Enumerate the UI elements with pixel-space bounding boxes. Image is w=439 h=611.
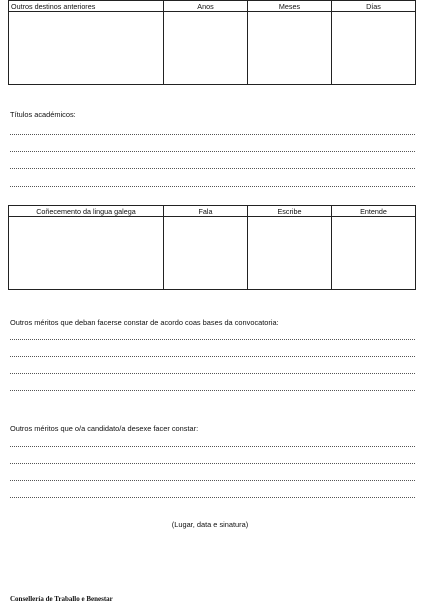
destination-cell[interactable] xyxy=(9,12,164,85)
column-header-years: Anos xyxy=(164,1,248,12)
galician-knowledge-cell[interactable] xyxy=(9,217,164,290)
column-header-understands: Entende xyxy=(332,206,416,217)
merits-bases-label: Outros méritos que deban facerse constar de acordo coas bases da convocatoria: xyxy=(10,318,279,327)
academic-titles-line-1[interactable] xyxy=(10,134,415,135)
column-header-days: Días xyxy=(332,1,416,12)
column-header-speaks: Fala xyxy=(164,206,248,217)
previous-destinations-table xyxy=(8,0,416,85)
column-header-writes: Escribe xyxy=(248,206,332,217)
academic-titles-line-2[interactable] xyxy=(10,151,415,152)
merits-bases-line-3[interactable] xyxy=(10,373,415,374)
academic-titles-line-4[interactable] xyxy=(10,186,415,187)
merits-bases-line-1[interactable] xyxy=(10,339,415,340)
merits-bases-line-2[interactable] xyxy=(10,356,415,357)
table-header-row xyxy=(9,206,416,217)
understands-cell[interactable] xyxy=(332,217,416,290)
column-header-previous-destinations: Outros destinos anteriores xyxy=(9,1,164,12)
speaks-cell[interactable] xyxy=(164,217,248,290)
years-cell[interactable] xyxy=(164,12,248,85)
column-header-months: Meses xyxy=(248,1,332,12)
column-header-galician-knowledge: Coñecemento da lingua galega xyxy=(9,206,164,217)
table-header-row xyxy=(9,1,416,12)
days-cell[interactable] xyxy=(332,12,416,85)
months-cell[interactable] xyxy=(248,12,332,85)
academic-titles-label: Títulos académicos: xyxy=(10,110,76,119)
merits-bases-line-4[interactable] xyxy=(10,390,415,391)
table-row xyxy=(9,217,416,290)
merits-candidate-line-3[interactable] xyxy=(10,480,415,481)
signature-label: (Lugar, data e sinatura) xyxy=(171,520,249,529)
academic-titles-line-3[interactable] xyxy=(10,168,415,169)
writes-cell[interactable] xyxy=(248,217,332,290)
merits-candidate-line-4[interactable] xyxy=(10,497,415,498)
department-footer: Consellería de Traballo e Benestar xyxy=(10,595,113,603)
merits-candidate-label: Outros méritos que o/a candidato/a desexe facer constar: xyxy=(10,424,199,433)
merits-candidate-line-1[interactable] xyxy=(10,446,415,447)
table-row xyxy=(9,12,416,85)
merits-candidate-line-2[interactable] xyxy=(10,463,415,464)
galician-language-table xyxy=(8,205,416,290)
